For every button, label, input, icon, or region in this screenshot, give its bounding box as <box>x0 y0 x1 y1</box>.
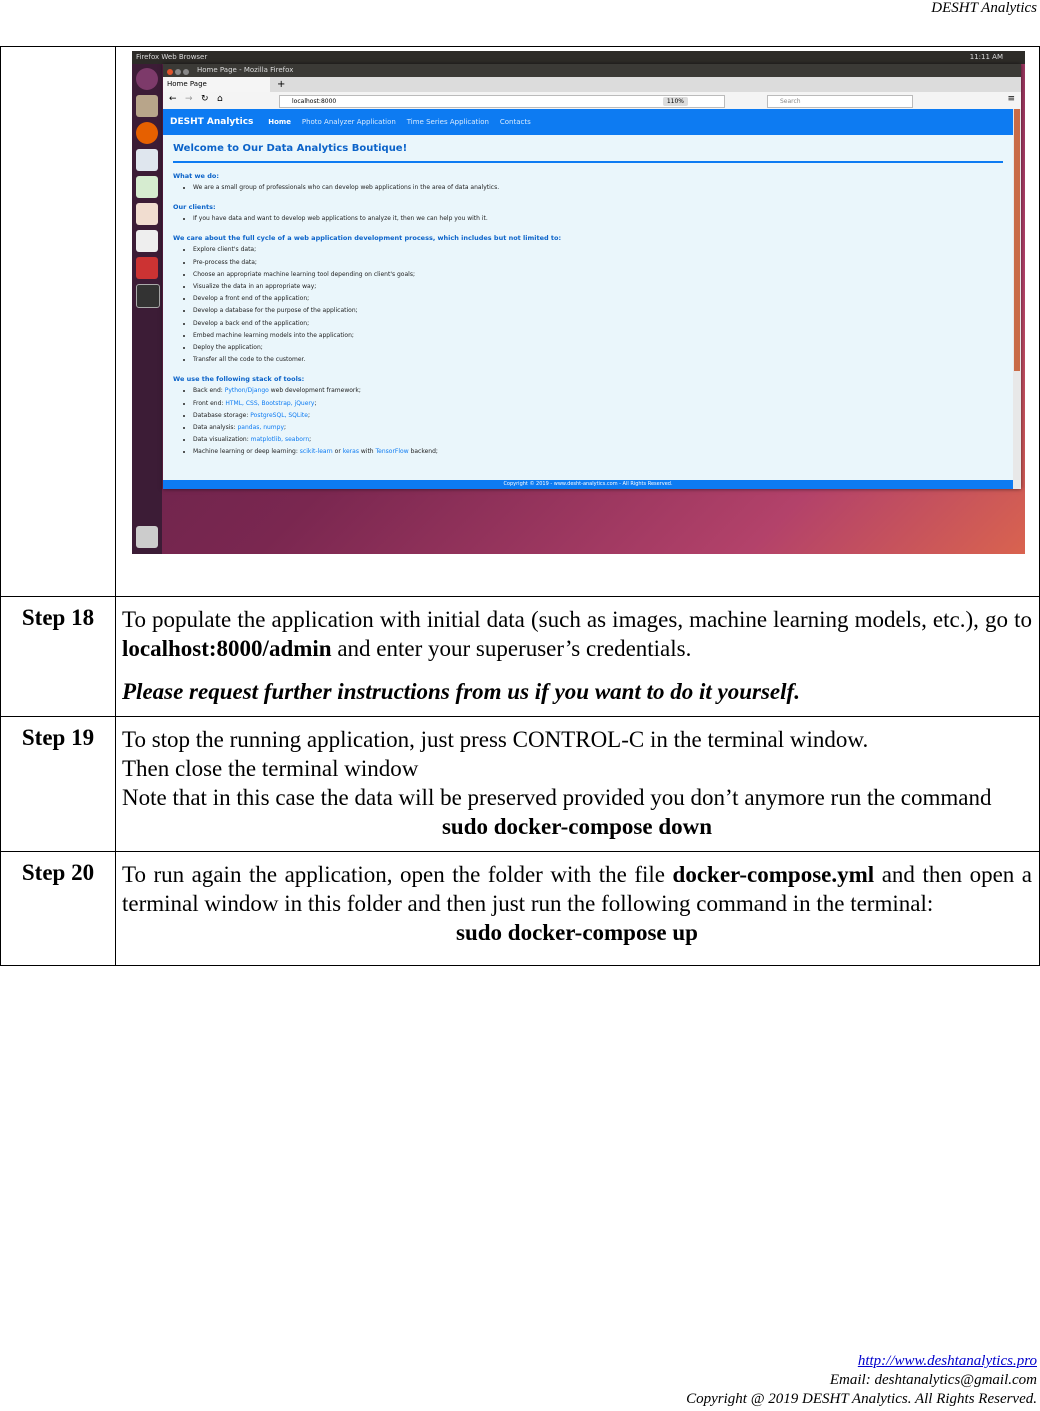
site-footer: Copyright © 2019 - www.desht-analytics.com - All Rights Reserved. <box>163 480 1013 489</box>
step-label: Step 19 <box>1 717 116 852</box>
step-text <box>116 597 1040 717</box>
firefox-window <box>163 64 1021 489</box>
step-text <box>116 717 1040 852</box>
link[interactable]: keras <box>342 448 359 456</box>
site-heading: Welcome to Our Data Analytics Boutique! <box>173 143 1003 163</box>
window-titlebar <box>163 64 1021 77</box>
website-content <box>163 109 1013 489</box>
list-item: • Deploy the application; <box>193 342 1003 354</box>
zoom-badge[interactable]: 110% <box>663 97 688 106</box>
site-navbar <box>163 109 1013 135</box>
amazon-icon[interactable] <box>136 230 158 252</box>
running-header: DESHT Analytics <box>931 0 1037 16</box>
forward-icon[interactable]: → <box>185 94 193 104</box>
link[interactable]: HTML, CSS, Bootstrap, jQuery <box>225 399 315 407</box>
nav-time-series[interactable]: Time Series Application <box>406 118 489 126</box>
nav-contacts[interactable]: Contacts <box>499 118 531 126</box>
scrollbar-thumb[interactable] <box>1014 109 1020 371</box>
url-text: localhost:8000 <box>292 98 337 105</box>
stack-list <box>173 385 1003 458</box>
command-up: sudo docker-compose up <box>456 920 698 945</box>
navigation-toolbar <box>163 92 1021 110</box>
page-scrollbar[interactable] <box>1013 109 1021 489</box>
empty-label-cell <box>1 47 116 597</box>
site-page <box>163 135 1013 459</box>
footer-copyright: Copyright @ 2019 DESHT Analytics. All Rights Reserved. <box>686 1391 1037 1407</box>
menu-icon[interactable]: ≡ <box>1007 94 1015 104</box>
step-row <box>1 597 1040 717</box>
cycle-list <box>173 244 1003 366</box>
command-down: sudo docker-compose down <box>441 814 713 839</box>
list-item: • Visualize the data in an appropriate way; <box>193 281 1003 293</box>
list-item: • If you have data and want to develop web applications to analyze it, then we can help you with it. <box>193 213 1003 225</box>
step-row <box>1 852 1040 966</box>
system-bar-title: Firefox Web Browser <box>136 53 208 61</box>
step-row <box>1 717 1040 852</box>
screenshot-row <box>1 47 1040 597</box>
list-item: • Pre-process the data; <box>193 257 1003 269</box>
list-item: • Back end: Python/Django web development framework; <box>193 385 1003 397</box>
stack-title: We use the following stack of tools: <box>173 375 305 384</box>
list-item: • Machine learning or deep learning: scikit-learn or keras with TensorFlow backend; <box>193 446 1003 458</box>
list-item: • Explore client's data; <box>193 244 1003 256</box>
clients-title: Our clients: <box>173 203 216 212</box>
list-item: • Embed machine learning models into the application; <box>193 330 1003 342</box>
website-link[interactable]: http://www.deshtanalytics.pro <box>857 1353 1037 1369</box>
ubuntu-icon[interactable] <box>136 68 158 90</box>
search-input[interactable]: Search <box>767 95 913 108</box>
impress-icon[interactable] <box>136 203 158 225</box>
home-icon[interactable]: ⌂ <box>217 94 223 104</box>
admin-url: localhost:8000/admin <box>122 636 332 661</box>
step-note: Please request further instructions from us if you want to do it yourself. <box>122 679 800 704</box>
list-item: • Develop a database for the purpose of the application; <box>193 305 1003 317</box>
back-icon[interactable]: ← <box>169 94 177 104</box>
step-instruction: To run again the application, open the folder with the file docker-compose.yml and then open a terminal window in this folder and then just run the following command in the terminal: <box>122 862 1033 916</box>
link[interactable]: TensorFlow <box>375 448 409 456</box>
nav-photo-analyzer[interactable]: Photo Analyzer Application <box>301 118 396 126</box>
list-item: • We are a small group of professionals who can develop web applications in the area of data analytics. <box>193 182 1003 194</box>
step-line: Note that in this case the data will be preserved provided you don’t anymore run the command <box>122 785 992 810</box>
list-item: • Database storage: PostgreSQL, SQLite; <box>193 410 1003 422</box>
link[interactable]: PostgreSQL, SQLite <box>250 411 308 419</box>
list-item: • Develop a front end of the application; <box>193 293 1003 305</box>
step-label: Step 20 <box>1 852 116 966</box>
list-item: • Develop a back end of the application; <box>193 318 1003 330</box>
list-item: • Front end: HTML, CSS, Bootstrap, jQuery; <box>193 398 1003 410</box>
writer-icon[interactable] <box>136 149 158 171</box>
cycle-title: We care about the full cycle of a web application development process, which includes but not limited to: <box>173 234 562 243</box>
link[interactable]: matplotlib, seaborn <box>250 436 310 444</box>
screenshot-cell <box>116 47 1040 597</box>
tab-strip <box>163 77 1021 92</box>
link[interactable]: scikit-learn <box>299 448 333 456</box>
link[interactable]: Python/Django <box>224 387 269 395</box>
system-clock: 11:11 AM <box>969 53 1003 61</box>
list-item: • Data analysis: pandas, numpy; <box>193 422 1003 434</box>
new-tab-icon[interactable]: + <box>277 79 286 90</box>
compose-file-name: docker-compose.yml <box>672 862 875 887</box>
tab-home-page[interactable]: Home Page <box>163 77 270 92</box>
step-label: Step 18 <box>1 597 116 717</box>
window-title: Home Page - Mozilla Firefox <box>197 66 294 74</box>
list-item: • Transfer all the code to the customer. <box>193 354 1003 366</box>
footer-email: Email: deshtanalytics@gmail.com <box>829 1372 1037 1388</box>
trash-icon[interactable] <box>136 526 158 548</box>
step-instruction: To populate the application with initial data (such as images, machine learning models, etc.), go to localhost:8000/admin and enter your superuser’s credentials. <box>122 607 1032 661</box>
settings-icon[interactable] <box>136 257 158 279</box>
reload-icon[interactable]: ↻ <box>201 94 209 104</box>
system-top-bar <box>132 51 1025 64</box>
site-brand[interactable]: DESHT Analytics <box>170 117 254 127</box>
url-bar[interactable] <box>279 95 725 108</box>
step-line: To stop the running application, just press CONTROL-C in the terminal window. <box>122 727 869 752</box>
nav-home[interactable]: Home <box>268 118 291 126</box>
launcher-dock <box>132 64 162 554</box>
calc-icon[interactable] <box>136 176 158 198</box>
step-line: Then close the terminal window <box>122 756 419 781</box>
desktop-screenshot <box>132 51 1025 554</box>
page-footer <box>686 1352 1037 1409</box>
list-item: • Data visualization: matplotlib, seaborn; <box>193 434 1003 446</box>
link[interactable]: pandas, numpy <box>237 424 285 432</box>
firefox-icon[interactable] <box>136 122 158 144</box>
files-icon[interactable] <box>136 95 158 117</box>
steps-table <box>0 46 1040 966</box>
what-we-do-title: What we do: <box>173 172 219 180</box>
terminal-icon[interactable] <box>136 284 160 308</box>
list-item: • Choose an appropriate machine learning tool depending on client's goals; <box>193 269 1003 281</box>
step-text <box>116 852 1040 966</box>
